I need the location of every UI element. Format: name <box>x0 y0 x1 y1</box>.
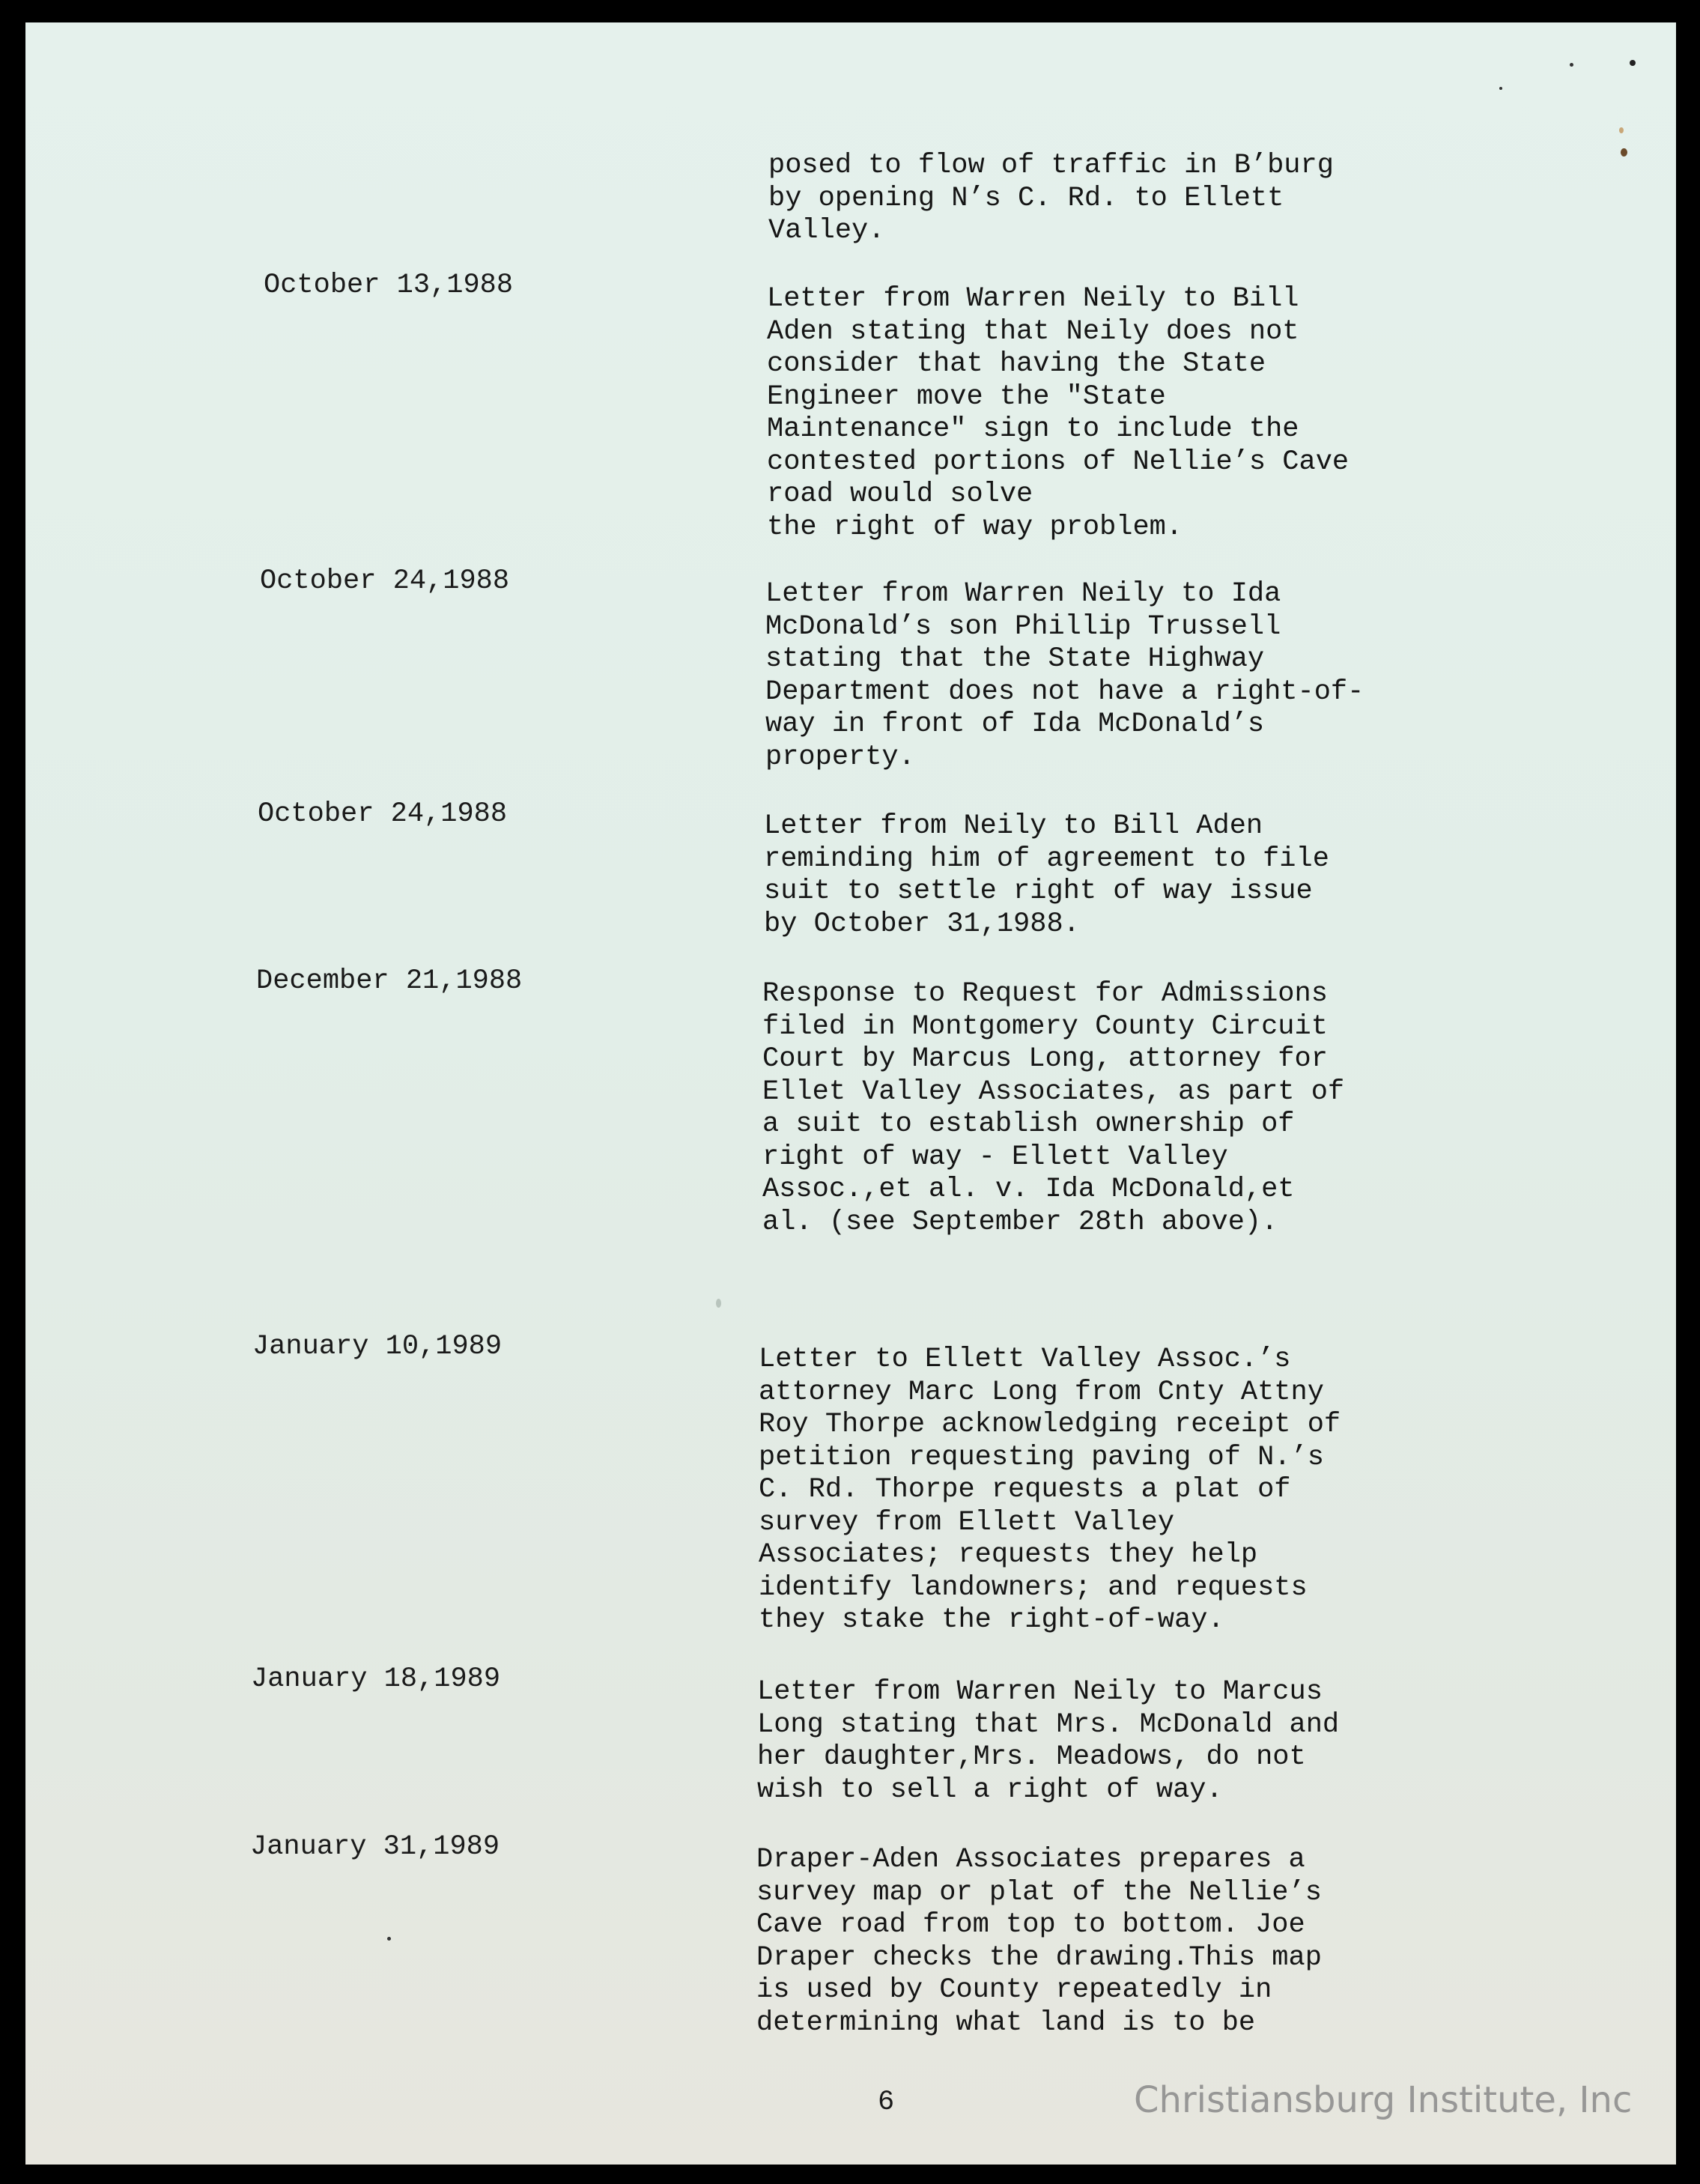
text-line: Letter from Warren Neily to Ida <box>765 578 1281 610</box>
text-line: determining what land is to be <box>756 2006 1256 2039</box>
text-line: stating that the State Highway <box>765 643 1265 675</box>
text-line: Roy Thorpe acknowledging receipt of <box>759 1409 1341 1440</box>
text-line: Response to Request for Admissions <box>762 978 1328 1010</box>
text-line: Draper checks the drawing.This map <box>756 1941 1322 1974</box>
document-page <box>25 22 1676 2165</box>
entry-date: December 21,1988 <box>256 965 523 997</box>
text-line: property. <box>765 741 915 773</box>
entry-text <box>756 1844 1322 2039</box>
text-line: posed to flow of traffic in B’burg <box>768 150 1334 181</box>
entry-date: January 31,1989 <box>250 1831 500 1863</box>
text-line: survey map or plat of the Nellie’s <box>756 1876 1322 1908</box>
text-line: consider that having the State <box>767 348 1266 380</box>
page-number: 6 <box>878 2087 895 2118</box>
text-line: Engineer move the "State <box>767 380 1166 413</box>
text-line: identify landowners; and requests <box>759 1571 1308 1604</box>
text-line: Aden stating that Neily does not <box>767 315 1299 348</box>
entry-text <box>765 578 1364 774</box>
entry-text <box>759 1344 1341 1637</box>
watermark: Christiansburg Institute, Inc <box>1134 2079 1633 2121</box>
text-line: wish to sell a right of way. <box>757 1774 1223 1806</box>
text-line: Valley. <box>768 215 885 246</box>
text-line: Associates; requests they help <box>759 1539 1258 1571</box>
text-line: Letter from Warren Neily to Bill <box>767 283 1299 315</box>
text-line: survey from Ellett Valley <box>759 1506 1175 1538</box>
text-line: Draper-Aden Associates prepares a <box>756 1844 1305 1875</box>
text-line: Long stating that Mrs. McDonald and <box>757 1708 1340 1741</box>
text-line: by October 31,1988. <box>764 908 1080 940</box>
text-line: Assoc.,et al. v. Ida McDonald,et <box>762 1174 1295 1205</box>
text-line: Department does not have a right-of- <box>765 676 1364 708</box>
paper-speck <box>1630 60 1636 66</box>
text-line: Ellet Valley Associates, as part of <box>762 1076 1345 1108</box>
text-line: filed in Montgomery County Circuit <box>762 1010 1328 1043</box>
text-line: a suit to establish ownership of <box>762 1108 1295 1140</box>
paper-speck <box>1621 148 1627 157</box>
entry-date: October 24,1988 <box>258 798 508 830</box>
text-line: petition requesting paving of N.’s <box>759 1441 1324 1473</box>
text-line: contested portions of Nellie’s Cave <box>767 446 1350 478</box>
text-line: they stake the right-of-way. <box>759 1604 1224 1636</box>
paper-speck <box>1499 87 1502 90</box>
text-line: the right of way problem. <box>767 511 1183 543</box>
text-line: way in front of Ida McDonald’s <box>765 709 1265 740</box>
text-line: right of way - Ellett Valley <box>762 1141 1228 1173</box>
text-line: al. (see September 28th above). <box>762 1206 1278 1238</box>
text-line: Maintenance" sign to include the <box>767 413 1299 445</box>
text-line: Letter from Neily to Bill Aden <box>764 810 1263 842</box>
text-line: reminding him of agreement to file <box>764 843 1329 875</box>
entry-text <box>764 810 1329 941</box>
paper-speck <box>387 1937 391 1941</box>
text-line: attorney Marc Long from Cnty Attny <box>759 1376 1324 1408</box>
text-line: suit to settle right of way issue <box>764 876 1313 907</box>
entry-text <box>767 283 1349 544</box>
entry-date: October 13,1988 <box>264 270 514 301</box>
text-line: Letter from Warren Neily to Marcus <box>757 1676 1323 1708</box>
text-line: by opening N’s C. Rd. to Ellett <box>768 182 1284 214</box>
entry-text <box>762 978 1344 1239</box>
text-line: road would solve <box>767 479 1033 510</box>
text-line: her daughter,Mrs. Meadows, do not <box>757 1741 1306 1773</box>
paper-speck <box>1570 63 1573 67</box>
entry-date: January 10,1989 <box>252 1331 503 1362</box>
entry-date: October 24,1988 <box>260 565 510 597</box>
text-line: Court by Marcus Long, attorney for <box>762 1043 1328 1075</box>
text-line: C. Rd. Thorpe requests a plat of <box>759 1474 1291 1505</box>
text-line: McDonald’s son Phillip Trussell <box>765 610 1281 643</box>
paper-speck <box>1619 127 1624 133</box>
text-line: is used by County repeatedly in <box>756 1974 1272 2006</box>
entry-text <box>768 150 1334 248</box>
paper-speck <box>716 1299 721 1308</box>
entry-date: January 18,1989 <box>251 1663 501 1695</box>
text-line: Cave road from top to bottom. Joe <box>756 1909 1305 1941</box>
text-line: Letter to Ellett Valley Assoc.’s <box>759 1344 1291 1375</box>
entry-text <box>757 1676 1339 1807</box>
